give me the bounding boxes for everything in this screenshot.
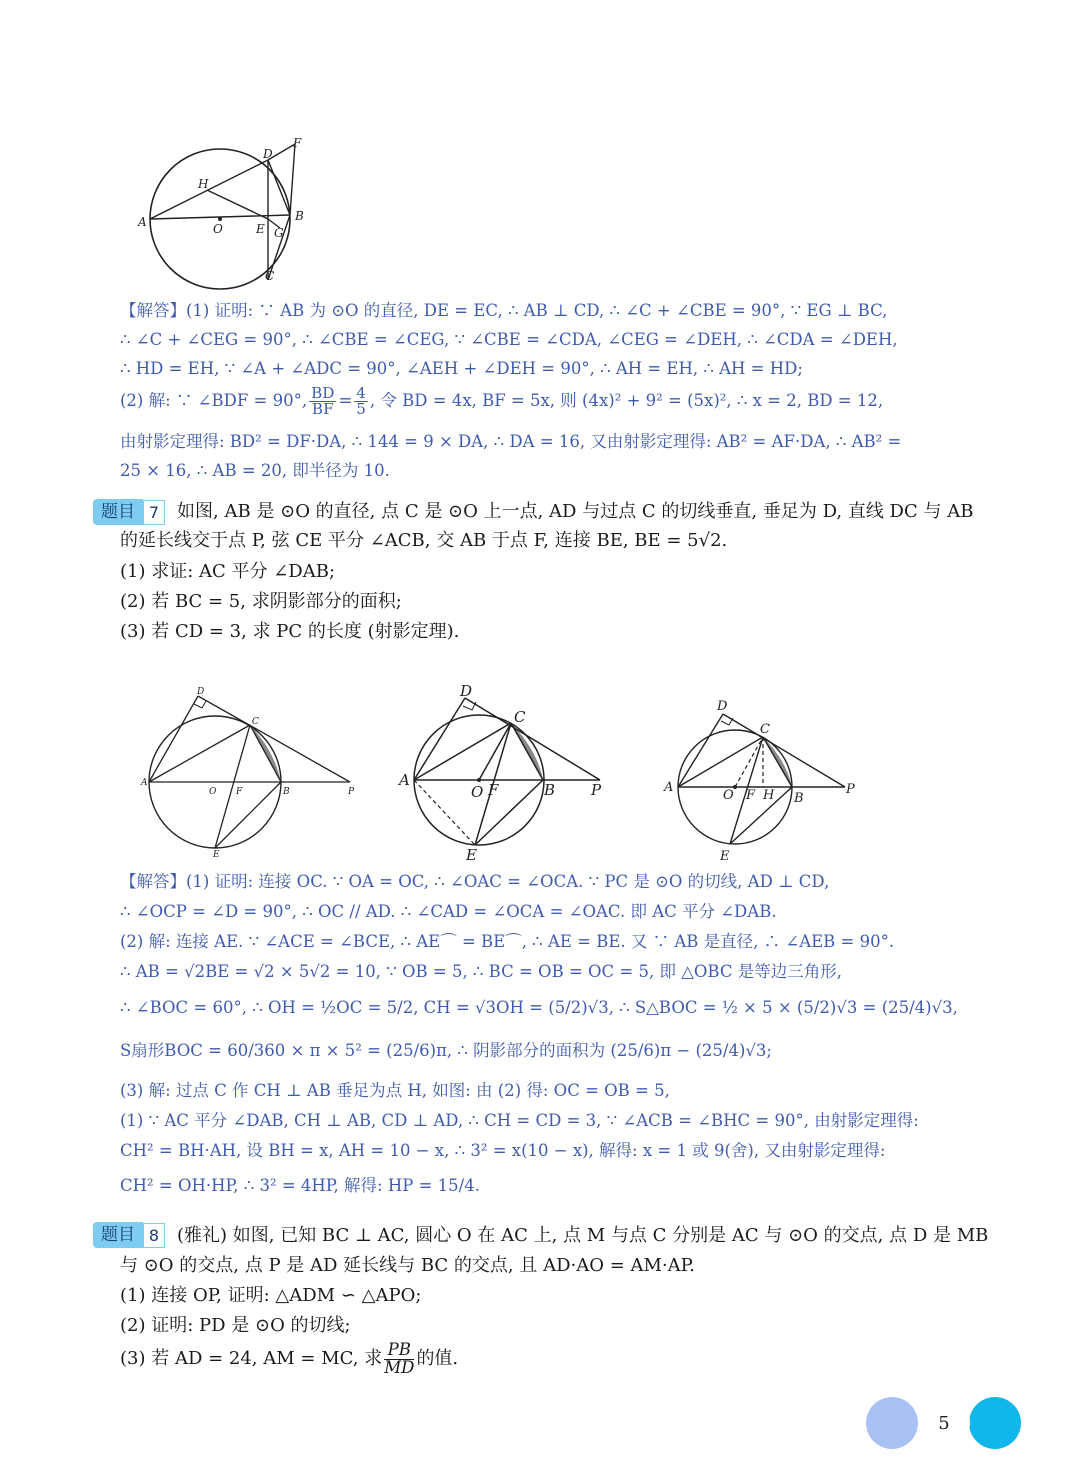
page-circle-left xyxy=(866,1397,918,1449)
solution6-line2: ∴ ∠C + ∠CEG = 90°, ∴ ∠CBE = ∠CEG, ∵ ∠CBE = ∠CDA, ∠CEG = ∠DEH, ∴ ∠CDA = ∠DEH, xyxy=(120,330,898,349)
label-O: O xyxy=(723,788,734,803)
label-F: F xyxy=(746,788,756,803)
label-P: P xyxy=(591,781,602,799)
label-F: F xyxy=(236,787,243,797)
fraction-4-5 xyxy=(354,386,368,417)
frac-den: 5 xyxy=(356,400,366,419)
solution6-line1: 【解答】(1) 证明: ∵ AB 为 ⊙O 的直径, DE = EC, ∴ AB ⊥ CD, ∴ ∠C + ∠CBE = 90°, ∵ EG ⊥ BC, xyxy=(120,301,888,320)
label-B: B xyxy=(295,209,304,223)
solution6-line3: ∴ HD = EH, ∵ ∠A + ∠ADC = 90°, ∠AEH + ∠DEH = 90°, ∴ AH = EH, ∴ AH = HD; xyxy=(120,359,803,378)
badge-number: 7 xyxy=(143,500,165,525)
solution6-line4 xyxy=(120,386,1020,417)
figure-problem6 xyxy=(135,132,325,292)
solution7-line6: S扇形BOC = 60/360 × π × 5² = (25/6)π, ∴ 阴影部分的面积为 (25/6)π − (25/4)√3; xyxy=(120,1041,772,1060)
label-D: D xyxy=(717,699,728,714)
problem7-q3: (3) 若 CD = 3, 求 PC 的长度 (射影定理). xyxy=(120,621,460,642)
frac-den: BF xyxy=(311,400,334,419)
label-A: A xyxy=(664,780,674,795)
problem8-q3b: 的值. xyxy=(416,1348,459,1370)
problem8-line1: (雅礼) 如图, 已知 BC ⊥ AC, 圆心 O 在 AC 上, 点 M 与点 C 分别是 AC 与 ⊙O 的交点, 点 D 是 MB xyxy=(177,1225,989,1246)
label-D: D xyxy=(263,147,273,161)
label-C: C xyxy=(514,708,526,726)
problem8-q2: (2) 证明: PD 是 ⊙O 的切线; xyxy=(120,1315,351,1336)
problem7-badge xyxy=(93,499,165,525)
solution6-line6: 25 × 16, ∴ AB = 20, 即半径为 10. xyxy=(120,461,390,480)
fraction-pb-md xyxy=(384,1342,414,1376)
label-P: P xyxy=(348,787,355,797)
problem8-badge xyxy=(93,1222,165,1248)
label-A: A xyxy=(399,771,410,789)
label-F: F xyxy=(293,136,302,150)
label-A: A xyxy=(138,215,147,229)
figure-problem7-b xyxy=(395,680,615,865)
figure-problem7-a xyxy=(140,682,370,862)
page-circle-right xyxy=(969,1397,1021,1449)
label-G: G xyxy=(274,226,284,240)
fraction-bd-bf xyxy=(309,386,336,417)
label-B: B xyxy=(794,791,804,806)
problem7-line2: 的延长线交于点 P, 弦 CE 平分 ∠ACB, 交 AB 于点 F, 连接 BE, BE = 5√2. xyxy=(120,530,728,551)
label-C: C xyxy=(265,269,275,283)
label-F: F xyxy=(488,781,499,799)
solution7-line10: CH² = OH·HP, ∴ 3² = 4HP, 解得: HP = 15/4. xyxy=(120,1176,480,1195)
label-D: D xyxy=(197,687,205,697)
solution7-line9: CH² = BH·AH, 设 BH = x, AH = 10 − x, ∴ 3² = x(10 − x), 解得: x = 1 或 9(舍), 又由射影定理得: xyxy=(120,1141,886,1160)
equals-sign: = xyxy=(338,391,353,411)
figure-problem7-c xyxy=(660,692,870,867)
label-E: E xyxy=(466,846,477,864)
label-E: E xyxy=(213,850,220,860)
problem8-q3 xyxy=(120,1342,1020,1376)
label-O: O xyxy=(213,222,223,236)
solution6-line4a: (2) 解: ∵ ∠BDF = 90°, xyxy=(120,391,308,411)
badge-label: 题目 xyxy=(93,499,143,525)
problem8-line2: 与 ⊙O 的交点, 点 P 是 AD 延长线与 BC 的交点, 且 AD·AO = AM·AP. xyxy=(120,1255,695,1276)
label-B: B xyxy=(544,781,556,799)
solution7-line1: 【解答】(1) 证明: 连接 OC. ∵ OA = OC, ∴ ∠OAC = ∠OCA. ∵ PC 是 ⊙O 的切线, AD ⊥ CD, xyxy=(120,872,830,891)
solution7-line8: (1) ∵ AC 平分 ∠DAB, CH ⊥ AB, CD ⊥ AD, ∴ CH = CD = 3, ∵ ∠ACB = ∠BHC = 90°, 由射影定理得: xyxy=(120,1111,919,1130)
label-A: A xyxy=(141,778,148,788)
page-number: 5 xyxy=(918,1397,970,1449)
label-O: O xyxy=(209,787,217,797)
label-C: C xyxy=(760,722,770,737)
label-E: E xyxy=(720,849,730,864)
label-H: H xyxy=(198,177,209,191)
label-D: D xyxy=(460,682,473,700)
label-C: C xyxy=(252,717,259,727)
label-H: H xyxy=(763,788,775,803)
solution7-line4: ∴ AB = √2BE = √2 × 5√2 = 10, ∵ OB = 5, ∴ BC = OB = OC = 5, 即 △OBC 是等边三角形, xyxy=(120,962,842,981)
frac-den: MD xyxy=(384,1357,415,1377)
solution7-line3: (2) 解: 连接 AE. ∵ ∠ACE = ∠BCE, ∴ AE⌒ = BE⌒, ∴ AE = BE. 又 ∵ AB 是直径, ∴ ∠AEB = 90°. xyxy=(120,932,895,951)
frac-num: 4 xyxy=(356,384,366,402)
label-B: B xyxy=(283,787,290,797)
problem7-line1: 如图, AB 是 ⊙O 的直径, 点 C 是 ⊙O 上一点, AD 与过点 C 的切线垂直, 垂足为 D, 直线 DC 与 AB xyxy=(177,501,974,522)
problem8-q3a: (3) 若 AD = 24, AM = MC, 求 xyxy=(120,1348,383,1370)
solution7-line7: (3) 解: 过点 C 作 CH ⊥ AB 垂足为点 H, 如图: 由 (2) 得: OC = OB = 5, xyxy=(120,1081,670,1100)
label-P: P xyxy=(846,782,855,797)
badge-label: 题目 xyxy=(93,1222,143,1248)
badge-number: 8 xyxy=(143,1223,165,1248)
problem7-q1: (1) 求证: AC 平分 ∠DAB; xyxy=(120,561,336,582)
frac-num: BD xyxy=(311,384,335,402)
label-E: E xyxy=(256,222,265,236)
label-O: O xyxy=(471,783,484,801)
solution7-line5: ∴ ∠BOC = 60°, ∴ OH = ½OC = 5/2, CH = √3OH = (5/2)√3, ∴ S△BOC = ½ × 5 × (5/2)√3 = (25/4)√3, xyxy=(120,998,958,1017)
frac-num: PB xyxy=(384,1342,414,1360)
solution6-line5: 由射影定理得: BD² = DF·DA, ∴ 144 = 9 × DA, ∴ DA = 16, 又由射影定理得: AB² = AF·DA, ∴ AB² = xyxy=(120,432,902,451)
solution7-line2: ∴ ∠OCP = ∠D = 90°, ∴ OC // AD. ∴ ∠CAD = ∠OCA = ∠OAC. 即 AC 平分 ∠DAB. xyxy=(120,902,777,921)
problem8-q1: (1) 连接 OP, 证明: △ADM ∽ △APO; xyxy=(120,1285,422,1306)
problem7-q2: (2) 若 BC = 5, 求阴影部分的面积; xyxy=(120,591,402,612)
solution6-line4b: , 令 BD = 4x, BF = 5x, 则 (4x)² + 9² = (5x)², ∴ x = 2, BD = 12, xyxy=(369,391,884,411)
